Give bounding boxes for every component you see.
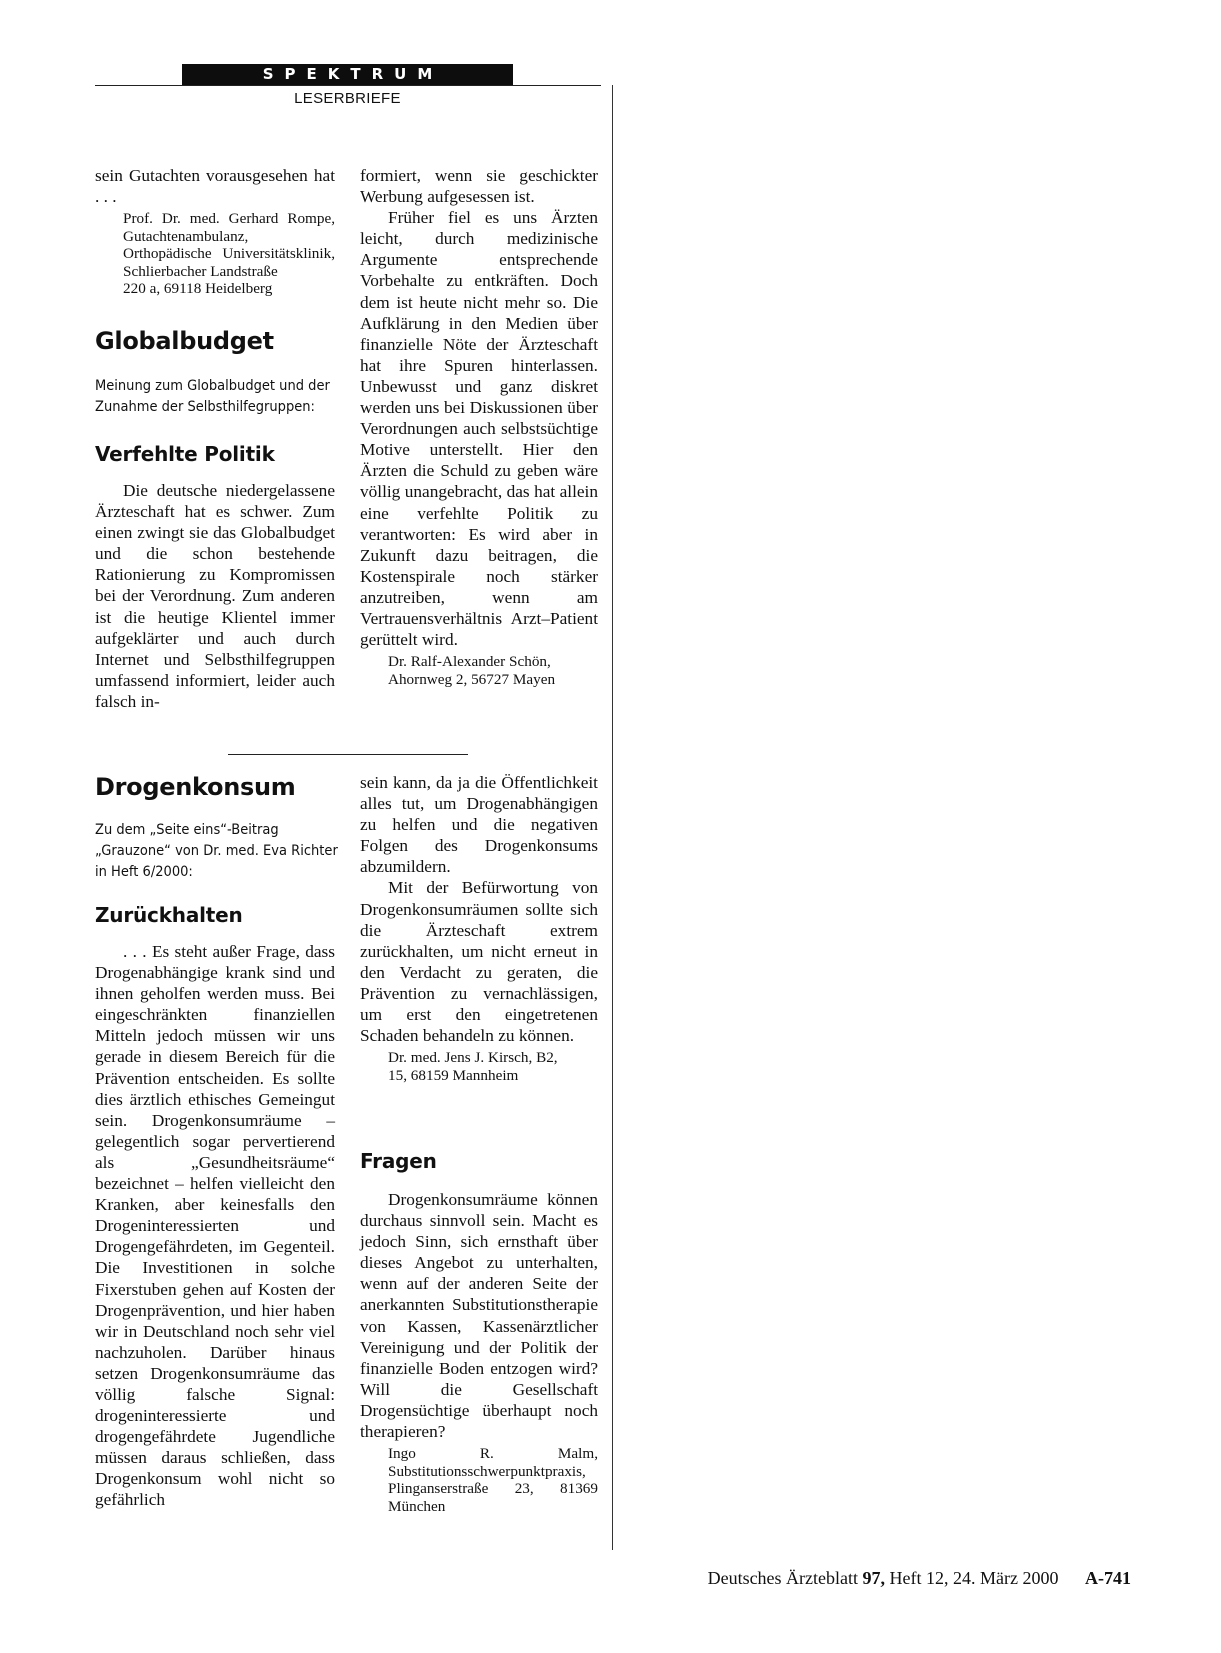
letter-text: Mit der Befürwortung von Drogenkonsumräumen sollte sich die Ärzteschaft extrem zurückhalten, um nicht erneut in den Verdacht zu geraten, die Prävention zu vernachlässigen, um erst den eingetretenen Schaden behandeln zu können. — [360, 878, 598, 1046]
letter-signature — [388, 653, 598, 688]
topic-heading: Globalbudget — [95, 327, 274, 355]
signature-line: 220 a, 69118 Heidelberg — [123, 280, 273, 298]
letter-text: sein Gutachten vorausgesehen hat . . . — [95, 166, 335, 207]
drogenkonsum-letter2 — [360, 1189, 598, 1515]
intro-letter-tail — [95, 165, 335, 298]
topic-subtitle: Zu dem „Seite eins“-Beitrag „Grauzone“ von Dr. med. Eva Richter in Heft 6/2000: — [95, 822, 338, 880]
journal-volume: 97, — [862, 1568, 886, 1588]
signature-line: Dr. med. Jens J. Kirsch, B2, — [388, 1049, 558, 1067]
section-label: LESERBRIEFE — [294, 90, 401, 107]
column-divider — [612, 85, 613, 1550]
letter-text: sein kann, da ja die Öffentlichkeit alles tut, um Drogenabhängigen zu helfen und die negativen Folgen des Drogenkonsums abzumildern. — [360, 773, 598, 877]
topic-subtitle: Meinung zum Globalbudget und der Zunahme der Selbsthilfegruppen: — [95, 378, 330, 415]
letter-signature — [388, 1049, 598, 1084]
letter-text: formiert, wenn sie geschickter Werbung aufgesessen ist. — [360, 166, 598, 207]
letter-title: Verfehlte Politik — [95, 442, 275, 466]
globalbudget-letter-col2 — [360, 165, 598, 688]
page-number: A-741 — [1085, 1568, 1131, 1588]
globalbudget-heading — [95, 326, 345, 356]
letter-title: Zurückhalten — [95, 903, 243, 927]
signature-line: Dr. Ralf-Alexander Schön, — [388, 653, 551, 671]
drogenkonsum-heading — [95, 772, 345, 802]
letter-text: Früher fiel es uns Ärzten leicht, durch medizinische Argumente entsprechende Vorbehalte zu entkräften. Doch dem ist heute nicht mehr so. Die Aufklärung in den Medien über finanzielle Nöte der Ärzteschaft hat ihre Spuren hinterlassen. Unbewusst und ganz diskret werden uns bei Diskussionen über Verordnungen auch selbstsüchtige Motive unterstellt. Hier den Ärzten die Schuld zu geben wäre völlig unangebracht, das hat allein eine verfehlte Politik zu verantworten: Es wird aber in Zukunft dazu beitragen, die Kostenspirale noch stärker anzutreiben, wenn am Vertrauensverhältnis Arzt–Patient gerüttelt wird. — [360, 208, 598, 650]
letter-signature — [123, 210, 335, 298]
signature-line: Ingo R. Malm, Substitutionsschwerpunktpraxis, Plinganserstraße 23, 81369 München — [388, 1445, 598, 1515]
letter-text: . . . Es steht außer Frage, dass Drogenabhängige krank sind und ihnen geholfen werden muss. Bei eingeschränkten finanziellen Mitteln jedoch müssen wir uns gerade in diesem Bereich für die Prävention entscheiden. Es sollte dies ärztlich ethisches Gemeingut sein. Drogenkonsumräume – gelegentlich sogar pervertierend als „Gesundheitsräume“ bezeichnet – helfen vielleicht den Kranken, aber keinesfalls den Drogeninteressierten und Drogengefährdeten, im Gegenteil. Die Investitionen in solche Fixerstuben gehen auf Kosten der Drogenprävention, und hier haben wir in Deutschland noch sehr viel nachzuholen. Darüber hinaus setzen Drogenkonsumräume das völlig falsche Signal: drogeninteressierte und drogengefährdete Jugendliche müssen daraus schließen, dass Drogenkonsum wohl nicht so gefährlich — [95, 942, 335, 1510]
letter-text: Die deutsche niedergelassene Ärzteschaft hat es schwer. Zum einen zwingt sie das Globalbudget und die schon bestehende Rationierung zu Kompromissen bei der Verordnung. Zum anderen ist die heutige Klientel immer aufgeklärter und auch durch Internet und Selbsthilfegruppen umfassend informiert, leider auch falsch in- — [95, 481, 335, 711]
signature-line: Ahornweg 2, 56727 Mayen — [388, 670, 556, 688]
drogenkonsum-letter1-col2 — [360, 772, 598, 1084]
globalbudget-subtitle — [95, 376, 345, 418]
letter-text: Drogenkonsumräume können durchaus sinnvoll sein. Macht es jedoch Sinn, sich ernsthaft über dieses Angebot zu unterhalten, wenn auf der anderen Seite der anerkannten Substitutionstherapie von Kassen, Kassenärztlicher Vereinigung und der Politik der finanzielle Boden entzogen wird? Will die Gesellschaft Drogensüchtige überhaupt noch therapieren? — [360, 1190, 598, 1442]
globalbudget-letter-title — [95, 441, 345, 467]
journal-issue: Heft 12, 24. März 2000 — [889, 1568, 1059, 1588]
page-footer — [708, 1568, 1131, 1589]
header-rule — [95, 85, 601, 86]
drogenkonsum-subtitle — [95, 820, 345, 883]
globalbudget-letter-col1 — [95, 480, 335, 712]
drogenkonsum-letter1-title — [95, 902, 345, 928]
letter-title: Fragen — [360, 1149, 437, 1173]
letter-signature — [388, 1445, 598, 1515]
section-banner: SPEKTRUM — [182, 64, 513, 85]
signature-line: Prof. Dr. med. Gerhard Rompe, Gutachtenambulanz, Orthopädische Universitätsklinik, Schlierbacher Landstraße — [123, 210, 335, 280]
drogenkonsum-letter2-title — [360, 1148, 598, 1174]
topic-heading: Drogenkonsum — [95, 773, 296, 801]
section-rule — [228, 754, 468, 755]
drogenkonsum-letter1-col1 — [95, 941, 335, 1511]
journal-name: Deutsches Ärzteblatt — [707, 1568, 859, 1588]
signature-line: 15, 68159 Mannheim — [388, 1066, 519, 1084]
